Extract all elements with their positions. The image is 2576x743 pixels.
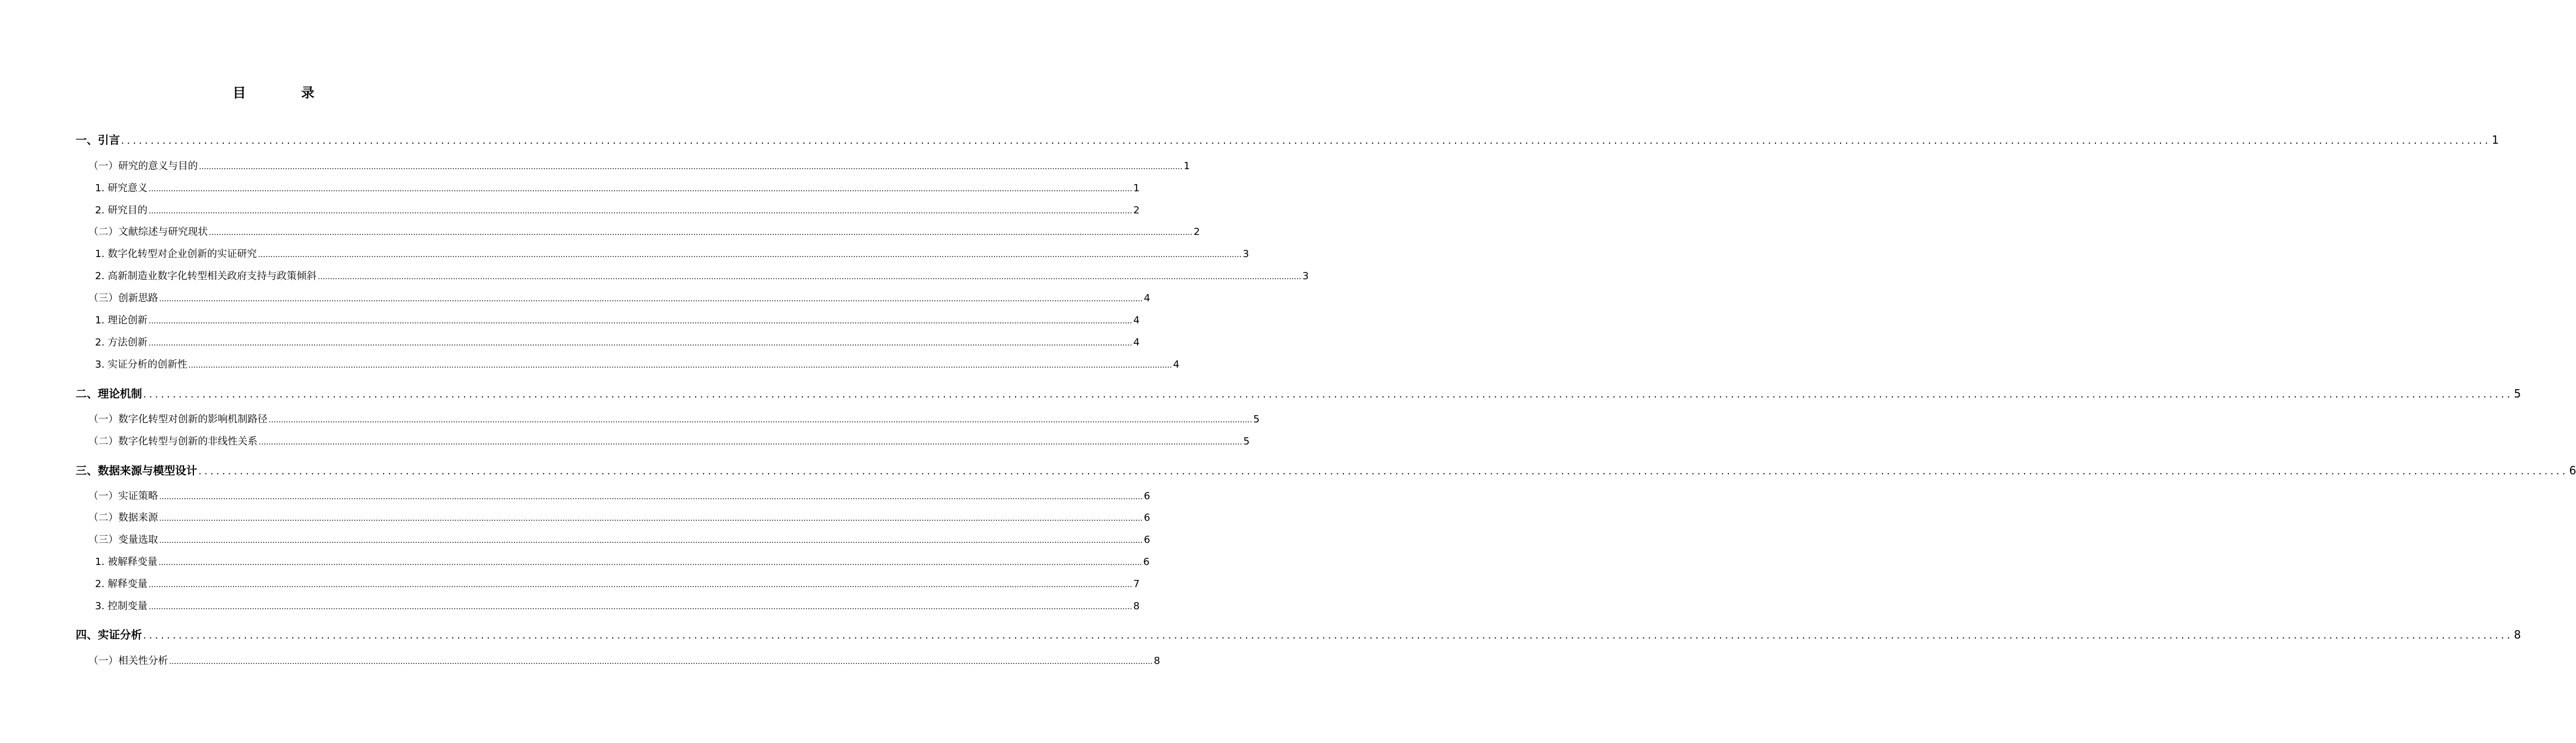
toc-entry[interactable] [88,224,1200,238]
toc-page-number: 1 [2491,133,2499,146]
toc-entry[interactable] [88,532,1150,546]
toc-entry[interactable] [88,653,1160,667]
toc-page-number: 5 [1253,414,1260,425]
toc-page-number: 4 [1173,359,1180,370]
toc-dot-leader: ................................................................................................................................................................................................................................................................................................................................................................................................................ [121,135,2491,146]
toc-entry[interactable] [95,334,1140,349]
toc-entry-label: 1. 数字化转型对企业创新的实证研究 [95,248,257,260]
toc-entry-label: （三）变量选取 [88,534,158,546]
toc-entry[interactable] [76,462,2576,477]
toc-dot-leader: ................................................................................................................................................................................................................................................................................................................................................................................................................ [188,361,1172,370]
toc-dot-leader: ................................................................................................................................................................................................................................................................................................................................................................................................................ [143,630,2513,641]
toc-entry-label: （一）相关性分析 [88,655,168,667]
toc-entry[interactable] [88,158,1190,172]
toc-entry-label: 一、引言 [76,133,120,146]
toc-dot-leader: ................................................................................................................................................................................................................................................................................................................................................................................................................ [259,438,1243,447]
title-char-2: 录 [301,85,314,101]
toc-entry[interactable] [76,385,2521,400]
toc-entry[interactable] [95,554,1150,568]
toc-page-number: 8 [1133,600,1140,612]
toc-entry[interactable] [95,357,1180,371]
toc-dot-leader: ................................................................................................................................................................................................................................................................................................................................................................................................................ [198,465,2568,477]
toc-entry[interactable] [88,488,1150,503]
toc-page-number: 4 [1144,292,1150,304]
toc-dot-leader: ................................................................................................................................................................................................................................................................................................................................................................................................................ [148,603,1132,611]
toc-page-number: 3 [1302,270,1309,282]
toc-entry-label: （一）实证策略 [88,490,158,502]
toc-dot-leader: ................................................................................................................................................................................................................................................................................................................................................................................................................ [169,657,1153,666]
toc-page-number: 6 [1144,490,1150,502]
toc-entry-label: （三）创新思路 [88,292,158,304]
toc-entry-label: （二）文献综述与研究现状 [88,226,208,238]
toc-entry-label: 2. 研究目的 [95,205,148,216]
toc-entry-label: 四、实证分析 [76,628,142,641]
toc-entry[interactable] [95,598,1140,613]
toc-page-number: 6 [1144,512,1150,524]
toc-entry-label: （二）数字化转型与创新的非线性关系 [88,436,257,447]
toc-entry-label: 3. 控制变量 [95,600,148,612]
title-char-1: 目 [233,85,246,101]
toc-page-number: 6 [2569,464,2576,477]
toc-page-number: 6 [1144,534,1150,546]
page-title [0,82,547,101]
toc-entry-label: 2. 高新制造业数字化转型相关政府支持与政策倾斜 [95,270,317,282]
toc-dot-leader: ................................................................................................................................................................................................................................................................................................................................................................................................................ [159,514,1143,523]
toc-entry[interactable] [76,626,2521,641]
toc-dot-leader: ................................................................................................................................................................................................................................................................................................................................................................................................................ [158,558,1142,567]
toc-entry[interactable] [95,246,1249,260]
toc-page-number: 5 [1243,436,1250,447]
toc-entry[interactable] [88,433,1250,448]
toc-dot-leader: ................................................................................................................................................................................................................................................................................................................................................................................................................ [159,493,1143,501]
toc-entry[interactable] [95,202,1140,217]
toc-dot-leader: ................................................................................................................................................................................................................................................................................................................................................................................................................ [159,536,1143,545]
toc-entry[interactable] [95,268,1309,282]
toc-page-number: 5 [2514,387,2521,400]
toc-entry-label: （一）研究的意义与目的 [88,160,198,172]
toc-dot-leader: ................................................................................................................................................................................................................................................................................................................................................................................................................ [209,228,1193,237]
toc-entry[interactable] [88,411,1260,426]
toc-dot-leader: ................................................................................................................................................................................................................................................................................................................................................................................................................ [148,317,1132,326]
toc-dot-leader: ................................................................................................................................................................................................................................................................................................................................................................................................................ [148,207,1132,216]
toc-page-number: 7 [1133,578,1140,590]
toc-dot-leader: ................................................................................................................................................................................................................................................................................................................................................................................................................ [159,295,1143,304]
toc-entry-label: 3. 实证分析的创新性 [95,359,187,370]
toc-page-number: 4 [1133,315,1140,326]
toc-dot-leader: ................................................................................................................................................................................................................................................................................................................................................................................................................ [269,416,1253,425]
toc-entry-label: 1. 理论创新 [95,315,148,326]
toc-dot-leader: ................................................................................................................................................................................................................................................................................................................................................................................................................ [199,163,1183,171]
toc-entry[interactable] [76,131,2499,146]
toc-entry-label: 二、理论机制 [76,387,142,400]
toc-dot-leader: ................................................................................................................................................................................................................................................................................................................................................................................................................ [148,339,1132,348]
toc-page-number: 1 [1184,160,1190,172]
toc-entry[interactable] [88,510,1150,524]
toc-page-number: 4 [1133,337,1140,348]
toc-page-number: 8 [2514,628,2521,641]
toc-entry[interactable] [95,312,1140,327]
toc-page-number: 2 [1194,226,1200,238]
toc-dot-leader: ................................................................................................................................................................................................................................................................................................................................................................................................................ [317,273,1301,281]
toc-entry-label: 三、数据来源与模型设计 [76,464,197,477]
toc-page-number: 1 [1133,182,1140,194]
toc-dot-leader: ................................................................................................................................................................................................................................................................................................................................................................................................................ [148,580,1132,589]
toc-page-number: 6 [1143,556,1150,568]
toc-dot-leader: ................................................................................................................................................................................................................................................................................................................................................................................................................ [257,250,1242,259]
toc-page-number: 3 [1242,248,1249,260]
toc-entry[interactable] [95,180,1140,195]
toc-entry-label: （二）数据来源 [88,512,158,524]
toc-dot-leader: ................................................................................................................................................................................................................................................................................................................................................................................................................ [143,389,2513,400]
toc-entry-label: 2. 解释变量 [95,578,148,590]
toc-entry[interactable] [95,576,1140,590]
toc-entry[interactable] [88,290,1150,305]
toc-page-number: 2 [1133,205,1140,216]
toc-entry-label: 2. 方法创新 [95,337,148,348]
toc-entry-label: （一）数字化转型对创新的影响机制路径 [88,414,267,425]
toc-dot-leader: ................................................................................................................................................................................................................................................................................................................................................................................................................ [148,185,1132,193]
toc-entry-label: 1. 研究意义 [95,182,148,194]
toc-page-number: 8 [1154,655,1160,667]
toc-entry-label: 1. 被解释变量 [95,556,157,568]
